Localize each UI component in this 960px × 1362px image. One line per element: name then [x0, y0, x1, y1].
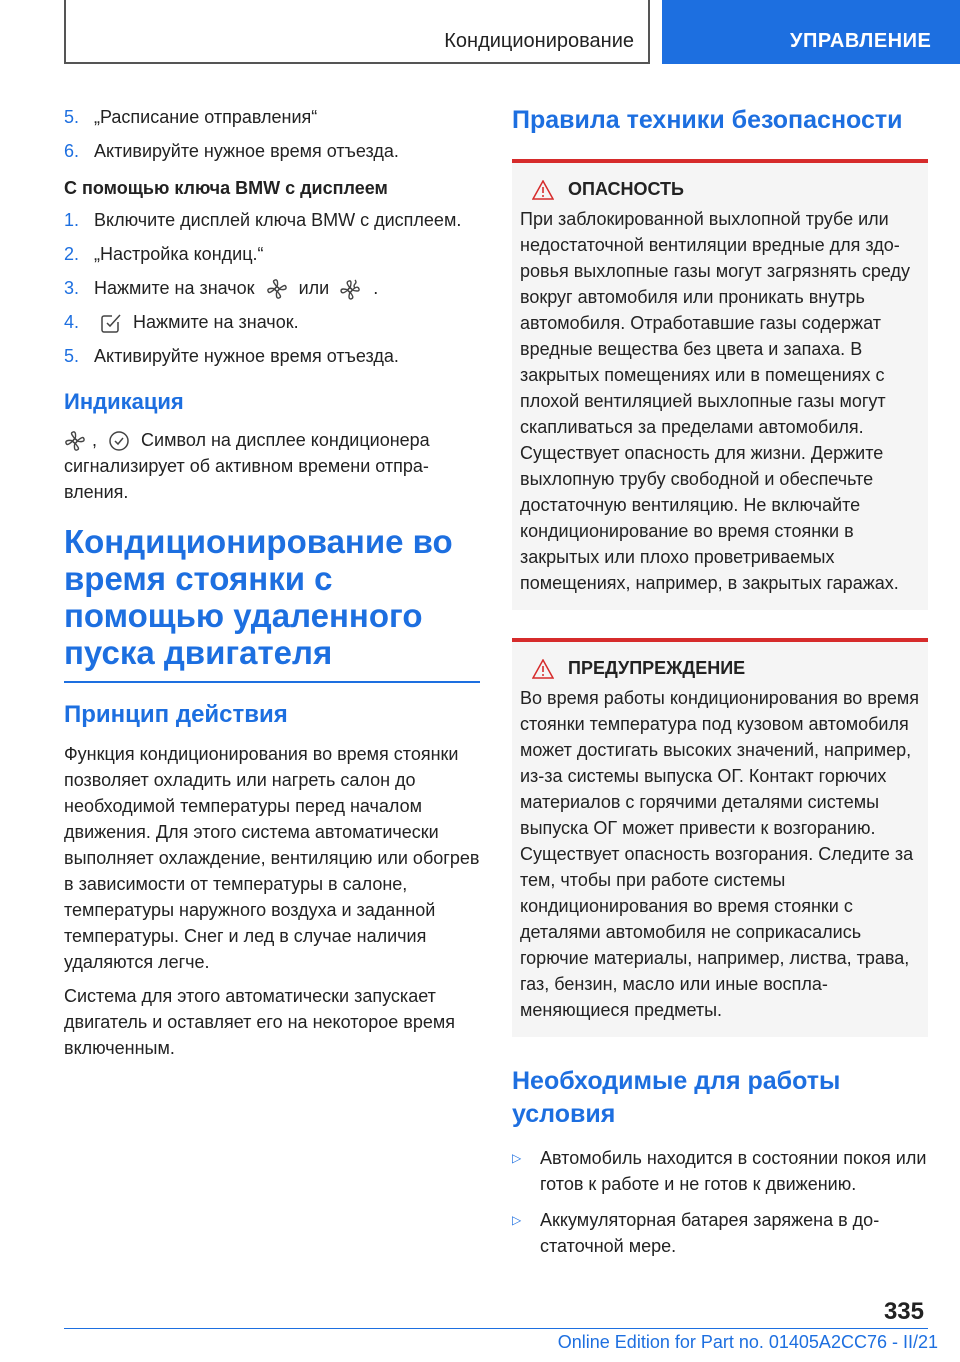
step-number: 5. — [64, 107, 80, 127]
timer-icon — [108, 430, 130, 452]
step-number: 2. — [64, 244, 80, 264]
step-number: 6. — [64, 141, 80, 161]
step-text: Активируйте нужное время отъезда. — [94, 141, 399, 161]
requirements-title: Необходимые для работы условия — [512, 1067, 841, 1128]
list-item — [64, 241, 480, 267]
ventilation-icon — [64, 430, 86, 452]
indication-separator: , — [92, 430, 98, 450]
title-divider — [64, 681, 480, 683]
danger-box — [512, 159, 928, 610]
step-text — [94, 309, 480, 335]
step-number: 4. — [64, 312, 80, 332]
principle-paragraph-2: Система для этого автоматически запускает двигатель и оставляет его на некоторое время включенным. — [64, 986, 455, 1058]
requirement-text: Аккумуляторная батарея заряжена в достаточной мере. — [540, 1210, 880, 1256]
indication-text: Символ на дисплее кондиционера сигнализирует об активном времени отправления. — [64, 430, 430, 502]
header-section-title: Кондиционирование — [444, 30, 634, 52]
requirement-text: Автомобиль находится в состоянии покоя или готов к работе и не готов к движению. — [540, 1148, 927, 1194]
principle-title: Принцип действия — [64, 701, 288, 728]
list-item — [64, 275, 480, 301]
fan-with-wave-icon — [340, 278, 362, 300]
list-item — [512, 1145, 928, 1197]
step-number: 1. — [64, 210, 80, 230]
header-section-box — [64, 0, 650, 64]
step-number: 3. — [64, 278, 80, 298]
step-text: „Настройка кондиц.“ — [94, 244, 264, 264]
key-subtitle: С помощью ключа BMW с дисплеем — [64, 178, 388, 198]
list-item — [64, 138, 480, 164]
confirm-icon — [100, 312, 122, 334]
step-text: Активируйте нужное время отъезда. — [94, 346, 399, 366]
step-text: „Расписание отправления“ — [94, 107, 318, 127]
warning-triangle-icon — [532, 180, 554, 200]
list-item — [64, 207, 480, 233]
principle-paragraph-1: Функция кондиционирования во время стоянки позволяет охладить или нагреть салон до необходимой температуры перед началом движения. Для этого система автоматически выполняет охлаждение, вентиляцию или обогрев в зависимости от температуры в салоне, температуры наружного воздуха и заданной температуры. Снег и лед в случае наличия удаляются легче. — [64, 744, 480, 972]
ventilation-icon — [266, 278, 288, 300]
header-chapter-box — [662, 0, 960, 64]
right-column — [512, 104, 928, 1269]
list-item — [512, 1207, 928, 1259]
bullet-triangle-icon: ▷ — [512, 1213, 522, 1227]
main-title: Кондиционирование во время стоянки с помощью удаленного пуска двигателя — [64, 523, 453, 671]
list-item — [64, 309, 480, 335]
list-item — [64, 104, 480, 130]
warning-box — [512, 638, 928, 1037]
step-text-part: . — [373, 278, 379, 298]
bullet-triangle-icon: ▷ — [512, 1151, 522, 1165]
warning-text: Во время работы кондиционирования во время стоянки температура под кузовом автомобиля может достигать высоких значений, например, из-за системы выпуска ОГ. Контакт горючих материалов с горячими деталями системы выпуска ОГ может привести к возгоранию. Существует опасность возгорания. Следите за тем, чтобы при работе системы кондиционирования во время стоянки с деталями автомобиля не соприкасались горючие материалы, например, листва, трава, газ, бензин, масло или иные воспламеняющиеся предметы. — [520, 688, 920, 1020]
header-chapter-title: УПРАВЛЕНИЕ — [790, 30, 932, 52]
safety-title: Правила техники безопасности — [512, 106, 903, 134]
step-number: 5. — [64, 346, 80, 366]
footer-edition: Online Edition for Part no. 01405A2CC76 - II/21 — [557, 1332, 938, 1352]
step-text: Включите дисплей ключа BMW с дисплеем. — [94, 210, 462, 230]
indication-title: Индикация — [64, 389, 184, 414]
footer-divider — [64, 1328, 928, 1329]
step-text-part: Нажмите на значок — [94, 278, 255, 298]
step-text — [94, 275, 480, 301]
step-text-part: или — [298, 278, 330, 298]
danger-text: При заблокированной выхлопной трубе или недостаточной вентиляции вредные для здоровья выхлопные газы могут загрязнять среду вокруг автомобиля или проникать внутрь автомобиля. Отработавшие газы содержат вредные вещества без цвета и запаха. В закрытых помещениях или в помещениях с плохой вентиляцией выхлопные газы могут скапливаться за пределами автомобиля. Существует опасность для жизни. Держите выхлопную трубу свободной и обеспечьте достаточную вентиляцию. Не включайте кондиционирование во время стоянки в закрытых или плохо проветриваемых помещениях, например, в закрытых гаражах. — [520, 209, 911, 593]
danger-label: ОПАСНОСТЬ — [568, 179, 684, 199]
page-number: 335 — [883, 1298, 924, 1325]
warning-triangle-icon — [532, 659, 554, 679]
warning-label: ПРЕДУПРЕЖДЕНИЕ — [568, 658, 746, 678]
left-column — [64, 104, 480, 1069]
step-text-part: Нажмите на значок. — [133, 312, 299, 332]
danger-header — [520, 179, 920, 200]
indication-paragraph — [64, 427, 480, 505]
list-item — [64, 343, 480, 369]
warning-header — [520, 658, 920, 679]
